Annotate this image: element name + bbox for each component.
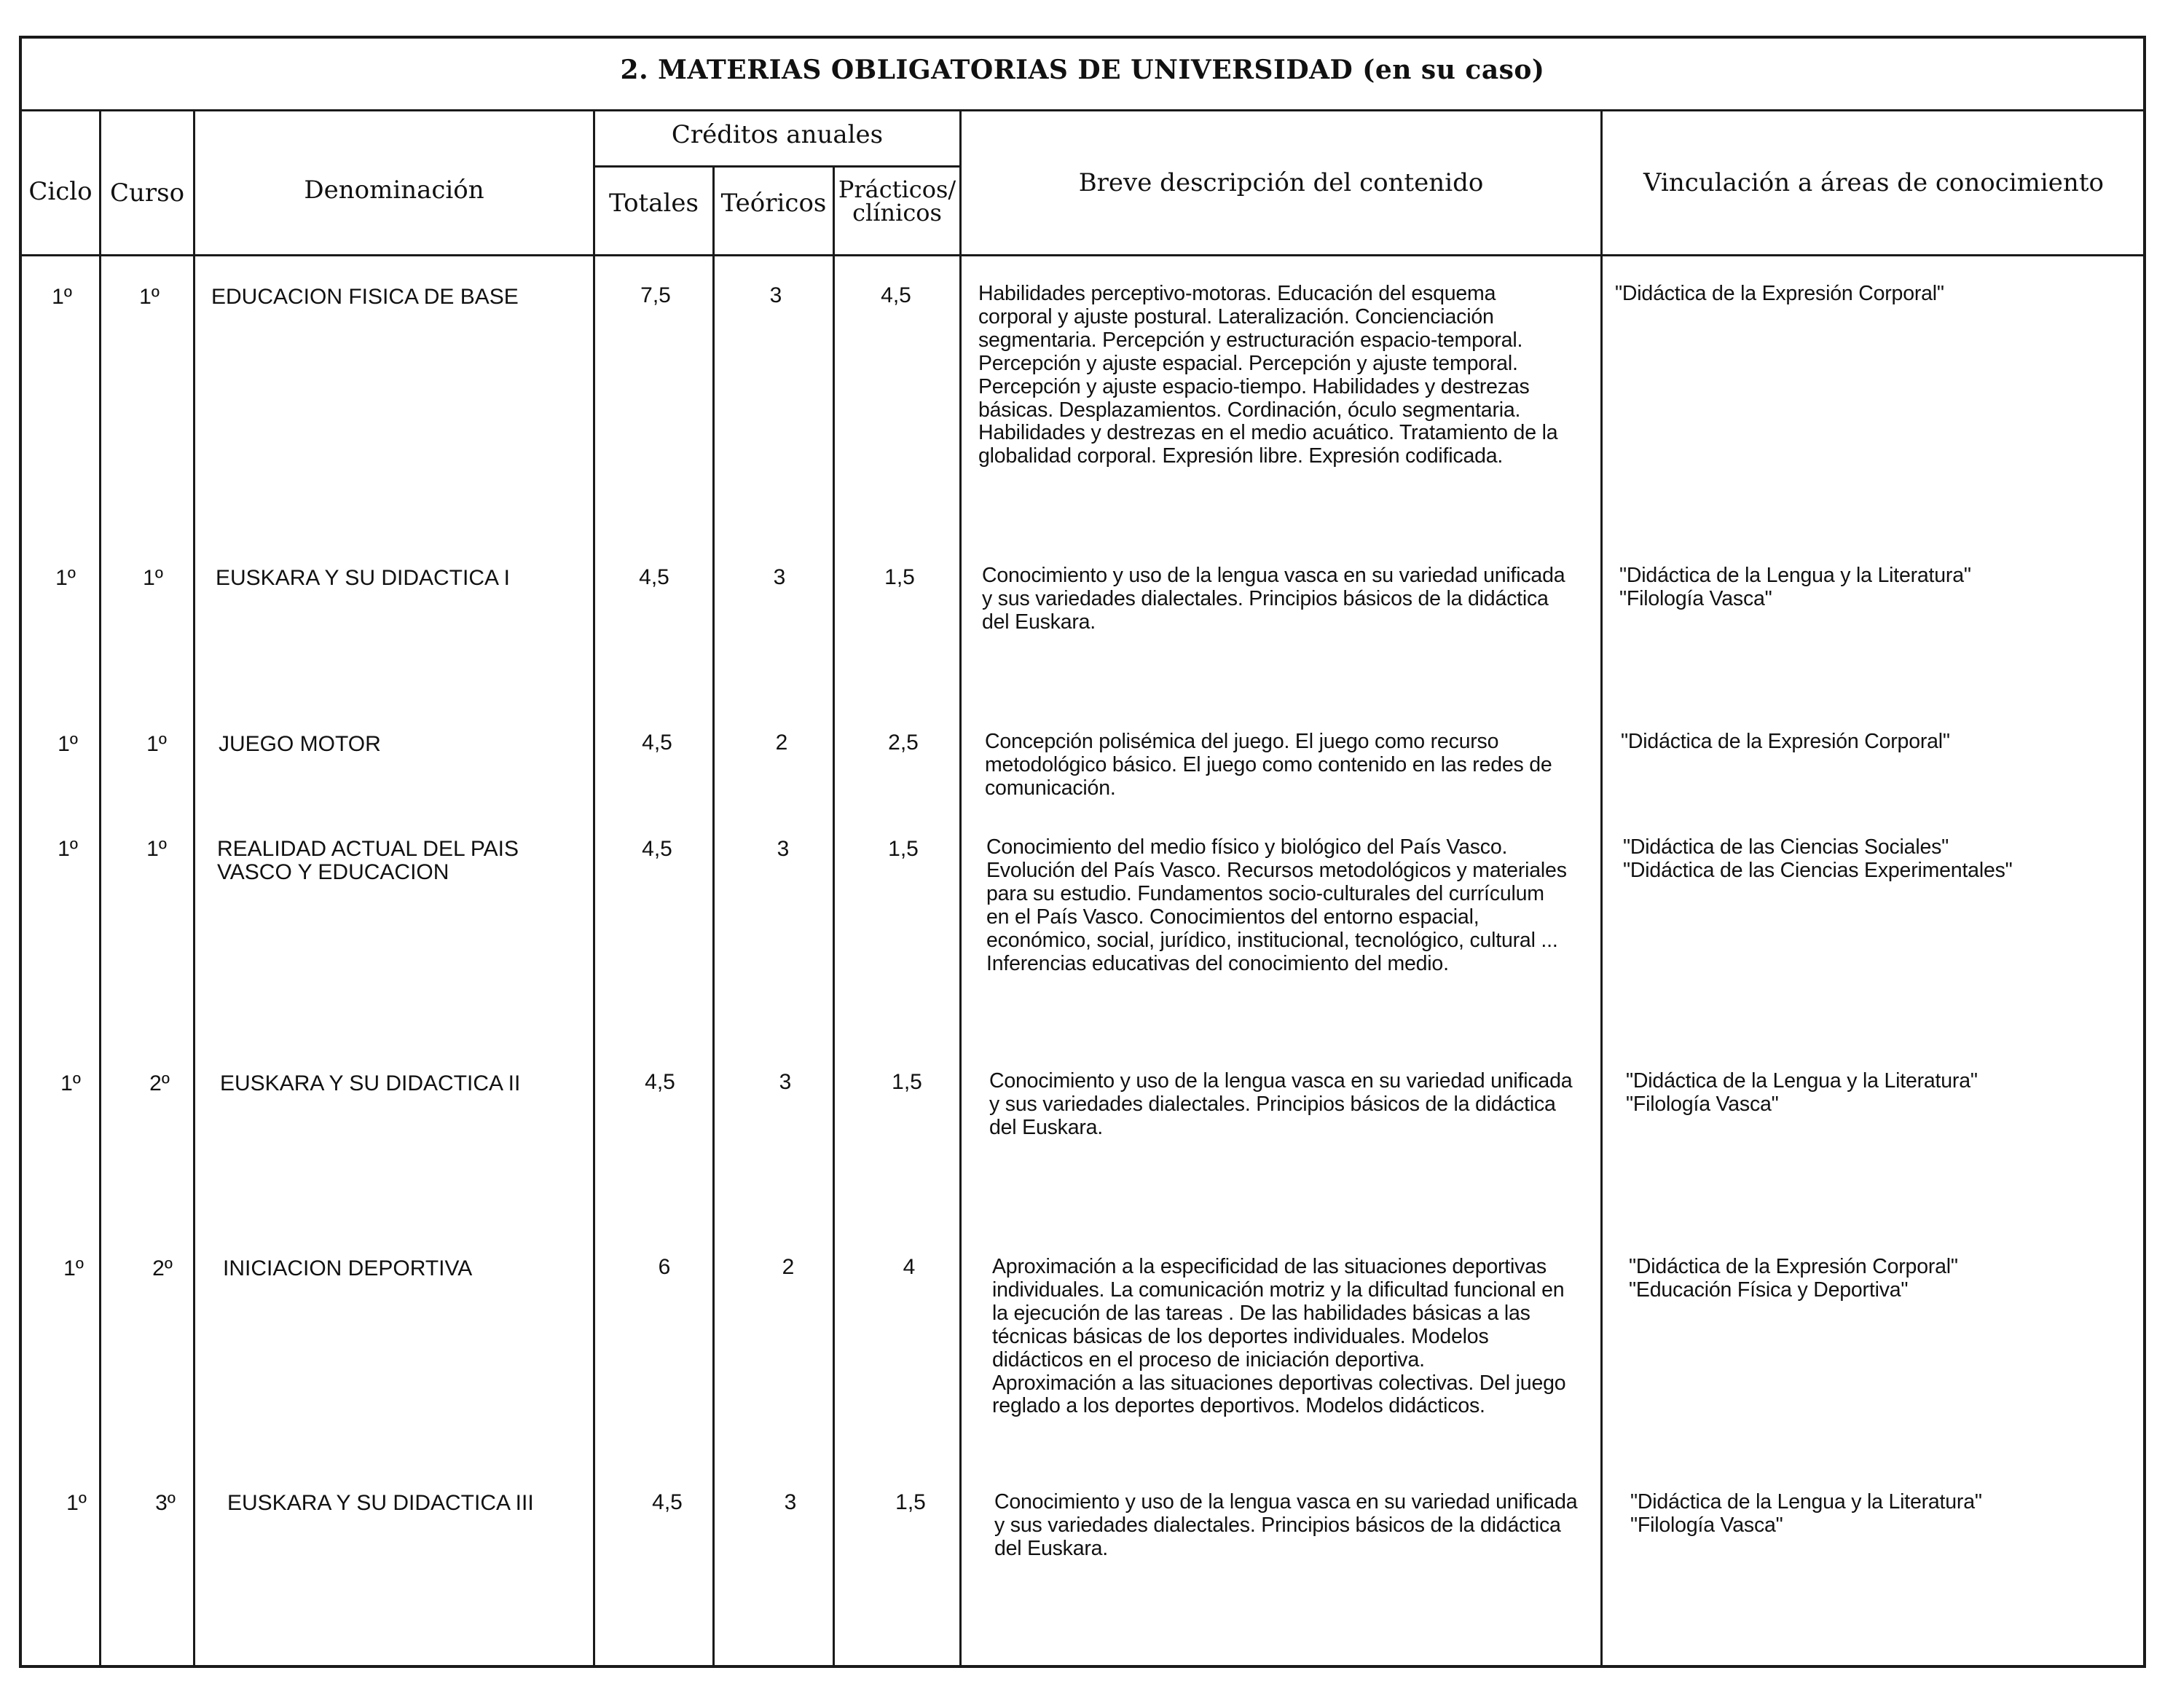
row3-curso: 1º	[146, 732, 167, 756]
row6-curso: 2º	[152, 1256, 173, 1280]
row4-curso: 1º	[146, 837, 167, 861]
row1-practicos: 4,5	[881, 283, 911, 307]
document-title: 2. MATERIAS OBLIGATORIAS DE UNIVERSIDAD (en su caso)	[620, 55, 1545, 85]
row3-vinculacion: "Didáctica de la Expresión Corporal"	[1621, 730, 1950, 753]
header-curso: Curso	[109, 178, 185, 208]
row6-descripcion: Aproximación a la especificidad de las situaciones deportivas individuales. La comunicación motriz y la dificultad funcional en la ejecución de las tareas . De las habilidades básicas a las técnicas básicas de los deportes individuales. Modelos didácticos en el proceso de iniciación deportiva. Aproximación a las situaciones deportivas colectivas. Del juego reglado a los deportes deportivos. Modelos didácticos.	[992, 1255, 1566, 1418]
row7-ciclo: 1º	[66, 1491, 87, 1515]
row5-descripcion: Conocimiento y uso de la lengua vasca en su variedad unificada y sus variedades dialectales. Principios básicos de la didáctica del Euskara.	[989, 1069, 1573, 1139]
creditos-divider	[593, 165, 959, 168]
row6-denominacion: INICIACION DEPORTIVA	[223, 1256, 473, 1280]
row2-vinculacion: "Didáctica de la Lengua y la Literatura" "Filología Vasca"	[1619, 564, 1971, 610]
header-ciclo: Ciclo	[28, 177, 93, 206]
row1-descripcion: Habilidades perceptivo-motoras. Educación del esquema corporal y ajuste postural. Lateralización. Concienciación segmentaria. Percepción y estructuración espacio-temporal. Percepción y ajuste espacial. Percepción y ajuste temporal. Percepción y ajuste espacio-tiempo. Habilidades y destrezas básicas. Desplazamientos. Cordinación, óculo segmentaria. Habilidades y destrezas en el medio acuático. Tratamiento de la globalidad corporal. Expresión libre. Expresión codificada.	[978, 282, 1558, 468]
header-totales: Totales	[609, 189, 699, 218]
col-divider-totales	[712, 167, 715, 1666]
row2-curso: 1º	[143, 566, 163, 590]
row2-denominacion: EUSKARA Y SU DIDACTICA I	[216, 566, 511, 590]
col-divider-denominacion	[593, 111, 595, 1666]
row4-teoricos: 3	[777, 837, 790, 861]
header-divider	[20, 254, 2145, 256]
row5-denominacion: EUSKARA Y SU DIDACTICA II	[220, 1071, 521, 1095]
header-vinculacion: Vinculación a áreas de conocimiento	[1643, 168, 2104, 197]
row4-descripcion: Conocimiento del medio físico y biológico del País Vasco. Evolución del País Vasco. Recursos metodológicos y materiales para su estudio. Fundamentos socio-culturales del currículum en el País Vasco. Conocimientos del entorno espacial, económico, social, jurídico, institucional, tecnológico, cultural ... Inferencias educativas del conocimiento del medio.	[986, 835, 1567, 975]
header-denominacion: Denominación	[304, 176, 484, 205]
col-divider-ciclo	[99, 111, 101, 1666]
row3-descripcion: Concepción polisémica del juego. El juego como recurso metodológico básico. El juego como contenido en las redes de comunicación.	[985, 730, 1552, 800]
header-descripcion: Breve descripción del contenido	[1078, 168, 1484, 197]
title-divider	[20, 109, 2145, 111]
row7-descripcion: Conocimiento y uso de la lengua vasca en su variedad unificada y sus variedades dialectales. Principios básicos de la didáctica del Euskara.	[994, 1490, 1578, 1560]
row6-ciclo: 1º	[63, 1256, 84, 1280]
col-divider-curso	[193, 111, 195, 1666]
row6-vinculacion: "Didáctica de la Expresión Corporal" "Educación Física y Deportiva"	[1629, 1255, 1958, 1302]
row3-practicos: 2,5	[888, 731, 919, 755]
row2-teoricos: 3	[773, 565, 786, 589]
col-divider-teoricos	[833, 167, 835, 1666]
row5-practicos: 1,5	[892, 1070, 922, 1094]
header-teoricos: Teóricos	[720, 189, 827, 218]
row2-ciclo: 1º	[55, 566, 76, 590]
row6-totales: 6	[658, 1255, 671, 1279]
row1-denominacion: EDUCACION FISICA DE BASE	[211, 285, 519, 309]
row4-vinculacion: "Didáctica de las Ciencias Sociales" "Didáctica de las Ciencias Experimentales"	[1623, 835, 2013, 882]
row6-teoricos: 2	[782, 1255, 795, 1279]
row4-practicos: 1,5	[888, 837, 919, 861]
row3-denominacion: JUEGO MOTOR	[219, 732, 381, 756]
row5-ciclo: 1º	[60, 1071, 81, 1095]
row4-ciclo: 1º	[58, 837, 78, 861]
row5-curso: 2º	[149, 1071, 170, 1095]
row4-totales: 4,5	[642, 837, 672, 861]
header-practicos: Prácticos/ clínicos	[838, 176, 956, 227]
row1-curso: 1º	[139, 285, 160, 309]
row5-totales: 4,5	[645, 1070, 675, 1094]
row3-teoricos: 2	[775, 731, 788, 755]
row4-denominacion: REALIDAD ACTUAL DEL PAIS VASCO Y EDUCACION	[217, 837, 519, 884]
row5-vinculacion: "Didáctica de la Lengua y la Literatura" "Filología Vasca"	[1626, 1069, 1978, 1116]
col-divider-practicos	[959, 111, 962, 1666]
row7-teoricos: 3	[784, 1490, 797, 1514]
row1-vinculacion: "Didáctica de la Expresión Corporal"	[1615, 282, 1944, 305]
row1-totales: 7,5	[640, 283, 671, 307]
row3-ciclo: 1º	[58, 732, 78, 756]
row1-ciclo: 1º	[52, 285, 72, 309]
row3-totales: 4,5	[642, 731, 672, 755]
header-creditos-anuales: Créditos anuales	[671, 120, 884, 149]
row7-practicos: 1,5	[895, 1490, 926, 1514]
row1-teoricos: 3	[769, 283, 782, 307]
row2-descripcion: Conocimiento y uso de la lengua vasca en su variedad unificada y sus variedades dialectales. Principios básicos de la didáctica del Euskara.	[982, 564, 1565, 634]
row7-curso: 3º	[155, 1491, 176, 1515]
row7-totales: 4,5	[652, 1490, 683, 1514]
row7-vinculacion: "Didáctica de la Lengua y la Literatura" "Filología Vasca"	[1630, 1490, 1982, 1537]
row2-totales: 4,5	[639, 565, 669, 589]
row6-practicos: 4	[903, 1255, 916, 1279]
row7-denominacion: EUSKARA Y SU DIDACTICA III	[227, 1491, 534, 1515]
row5-teoricos: 3	[779, 1070, 792, 1094]
row2-practicos: 1,5	[884, 565, 915, 589]
